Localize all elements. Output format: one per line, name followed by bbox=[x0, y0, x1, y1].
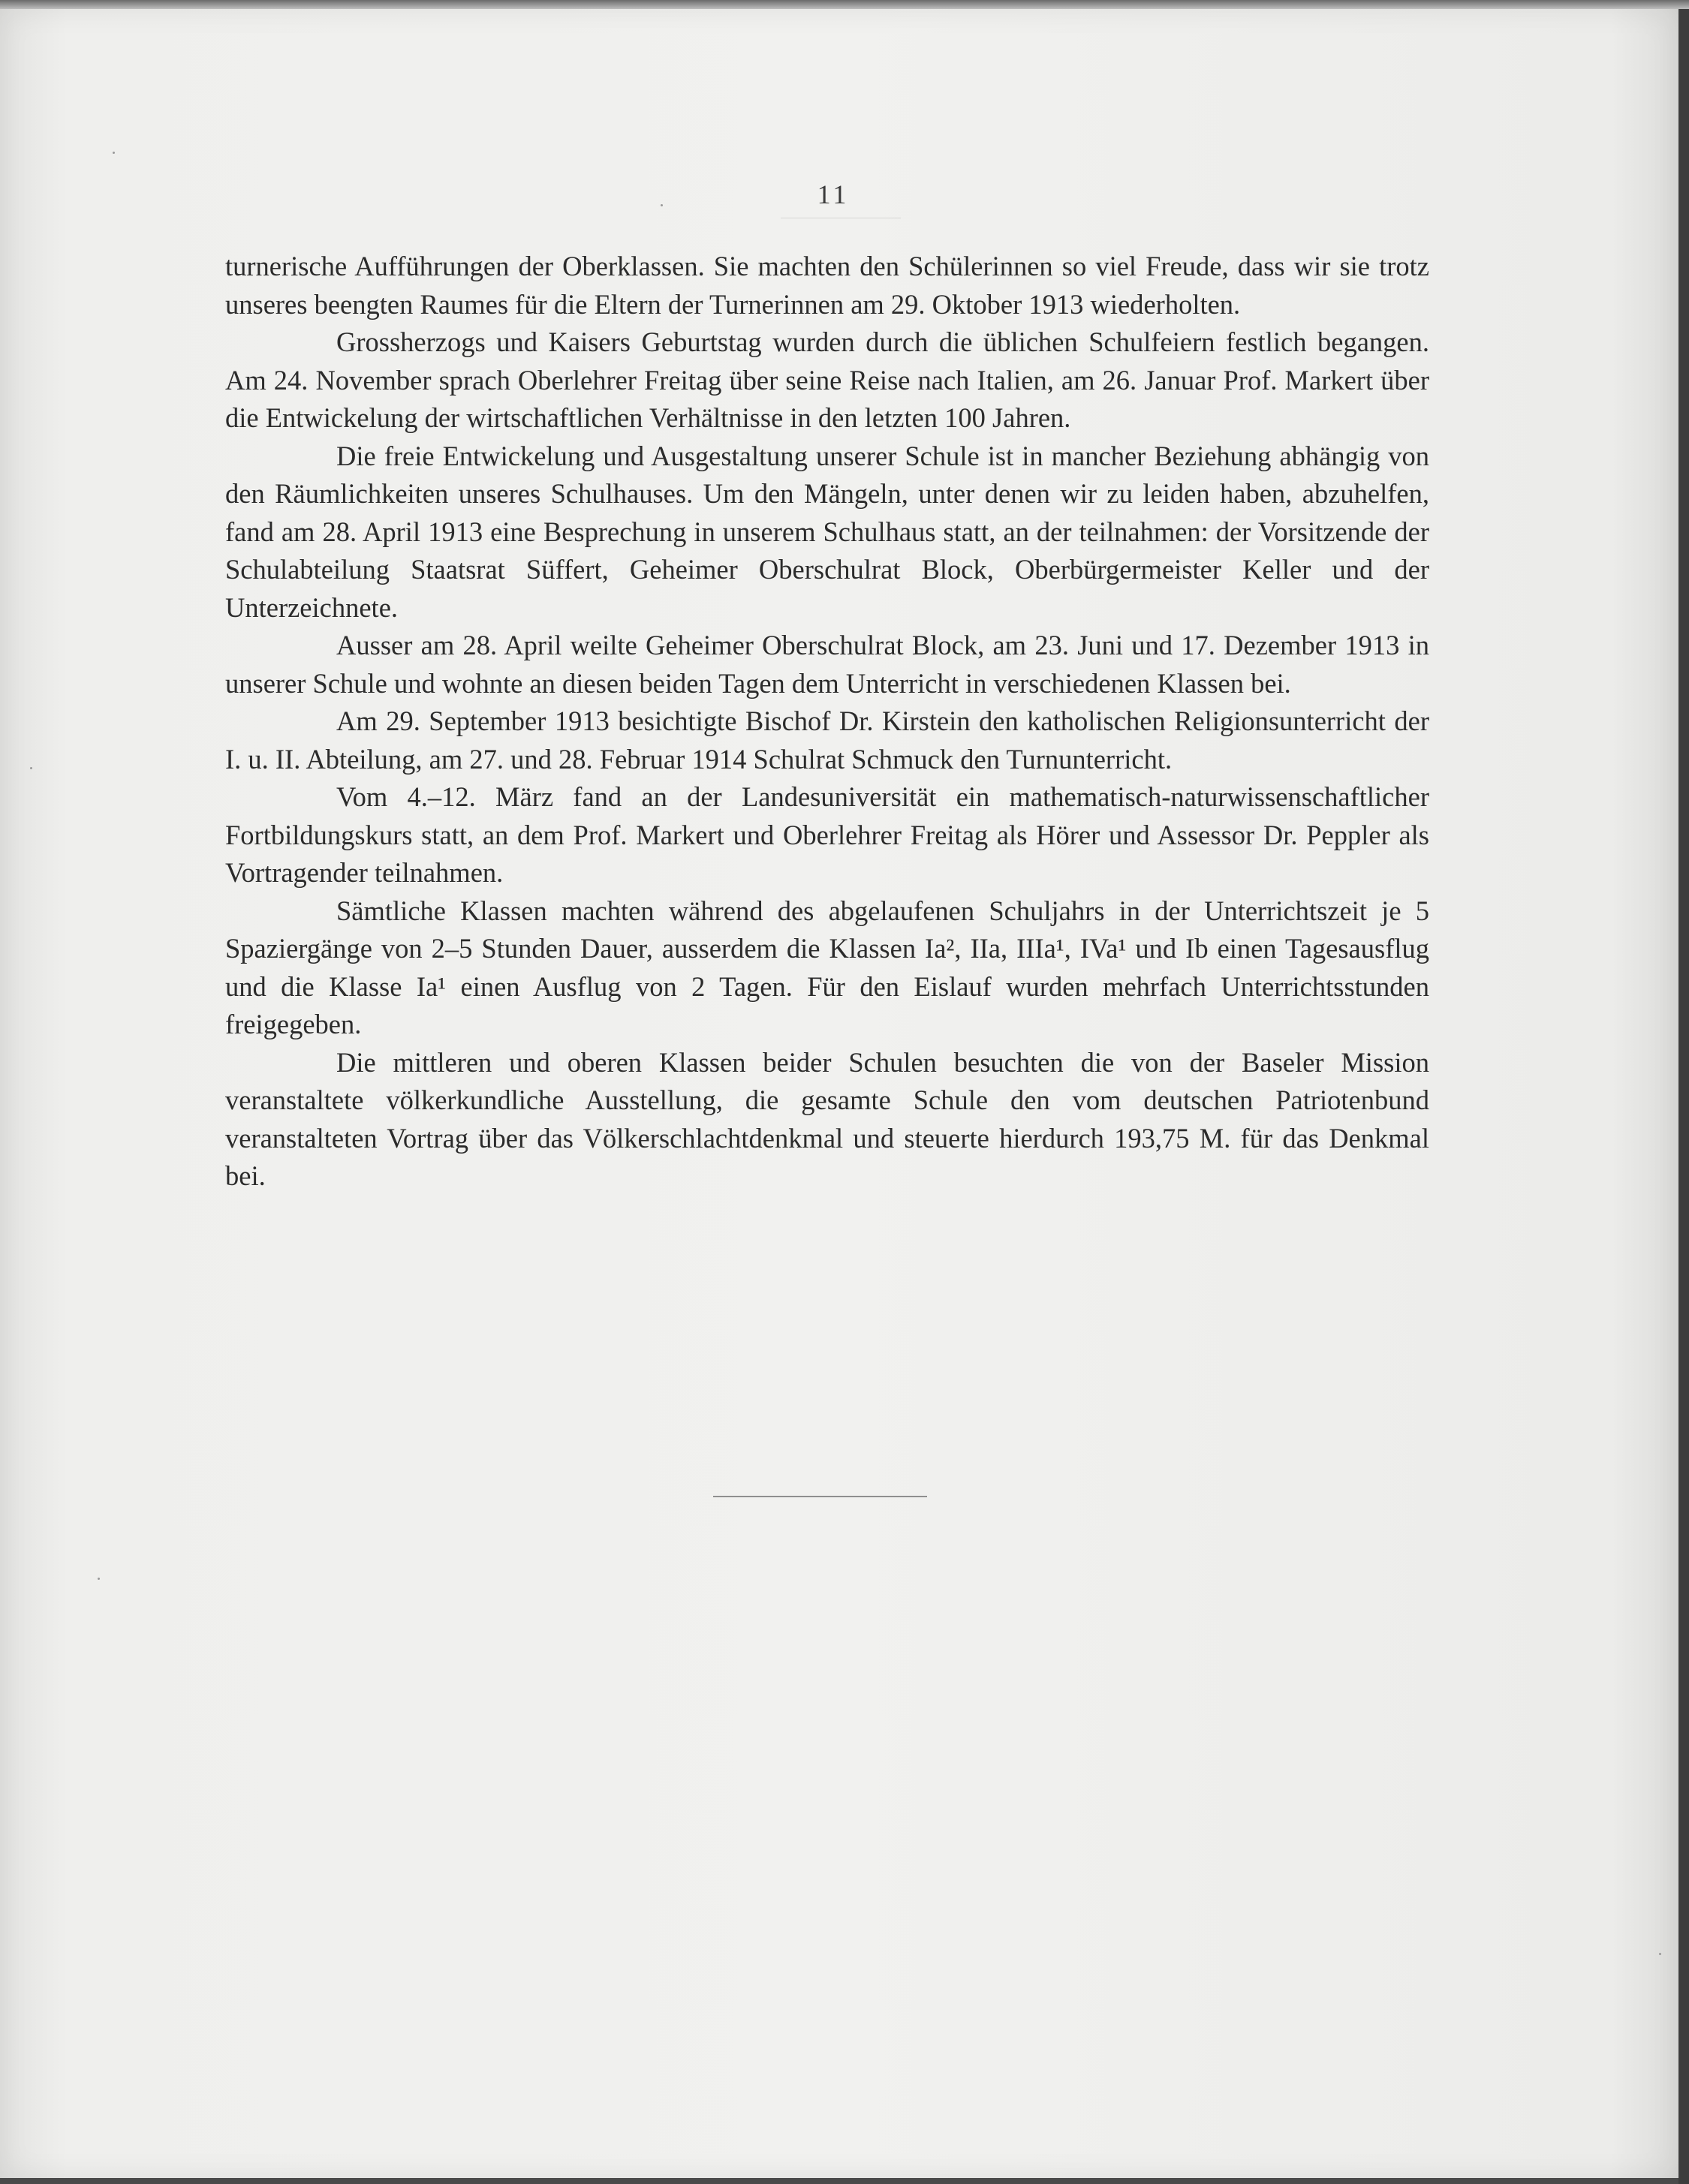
paragraph: Vom 4.–12. März fand an der Landesuniversität ein mathematisch-naturwissenschaftlicher Fortbildungskurs statt, an dem Prof. Markert und Oberlehrer Freitag als Hörer und Assessor Dr. Peppler als Vortragender teilnahmen. bbox=[225, 781, 1429, 888]
scan-speck bbox=[113, 152, 115, 154]
paragraph: Die freie Entwickelung und Ausgestaltung unserer Schule ist in mancher Beziehung abhängig von den Räumlichkeiten unseres Schulhauses. Um den Mängeln, unter denen wir zu leiden haben, abzuhelfen, fand am 28. April 1913 eine Besprechung in unserem Schulhaus statt, an der teilnahmen: der Vorsitzende der Schulabteilung Staatsrat Süffert, Geheimer Oberschulrat Block, Oberbürgermeister Keller und der Unterzeichnete. bbox=[225, 440, 1429, 623]
paragraph: Ausser am 28. April weilte Geheimer Oberschulrat Block, am 23. Juni und 17. Dezember 1913 in unserer Schule und wohnte an diesen beiden Tagen dem Unterricht in verschiedenen Klassen bei. bbox=[225, 630, 1429, 699]
scan-right-edge bbox=[1678, 9, 1689, 2184]
scan-speck bbox=[1659, 1953, 1661, 1955]
paragraph: Die mittleren und oberen Klassen beider Schulen besuchten die von der Baseler Mission veranstaltete völkerkundliche Ausstellung, die gesamte Schule den vom deutschen Patriotenbund veranstalteten Vortrag über das Völkerschlachtdenkmal und steuerte hierdurch 193,75 M. für das Denkmal bei. bbox=[225, 1046, 1429, 1191]
paragraph: Am 29. September 1913 besichtigte Bischof Dr. Kirstein den katholischen Religionsunterricht der I. u. II. Abteilung, am 27. und 28. Februar 1914 Schulrat Schmuck den Turnunterricht. bbox=[225, 705, 1429, 775]
section-end-rule bbox=[713, 1496, 927, 1497]
page-number: 11 bbox=[817, 179, 850, 209]
body-text bbox=[225, 248, 1429, 1196]
scan-speck bbox=[98, 1578, 100, 1580]
scan-speck bbox=[30, 767, 32, 769]
paragraph: Sämtliche Klassen machten während des abgelaufenen Schuljahrs in der Unterrichtszeit je 5 Spaziergänge von 2–5 Stunden Dauer, ausserdem die Klassen Ia², IIa, IIIa¹, IVa¹ und Ib einen Tagesausflug und die Klasse Ia¹ einen Ausflug von 2 Tagen. Für den Eislauf wurden mehrfach Unterrichtsstunden freigegeben. bbox=[225, 895, 1429, 1039]
scan-top-edge bbox=[0, 0, 1689, 9]
paragraph: turnerische Aufführungen der Oberklassen. Sie machten den Schülerinnen so viel Freude, dass wir sie trotz unseres beengten Raumes für die Eltern der Turnerinnen am 29. Oktober 1913 wiederholten. bbox=[225, 251, 1429, 320]
scan-speck bbox=[661, 204, 663, 206]
paragraph: Grossherzogs und Kaisers Geburtstag wurden durch die üblichen Schulfeiern festlich begangen. Am 24. November sprach Oberlehrer Freitag über seine Reise nach Italien, am 26. Januar Prof. Markert über die Entwickelung der wirtschaftlichen Verhältnisse in den letzten 100 Jahren. bbox=[225, 326, 1429, 433]
